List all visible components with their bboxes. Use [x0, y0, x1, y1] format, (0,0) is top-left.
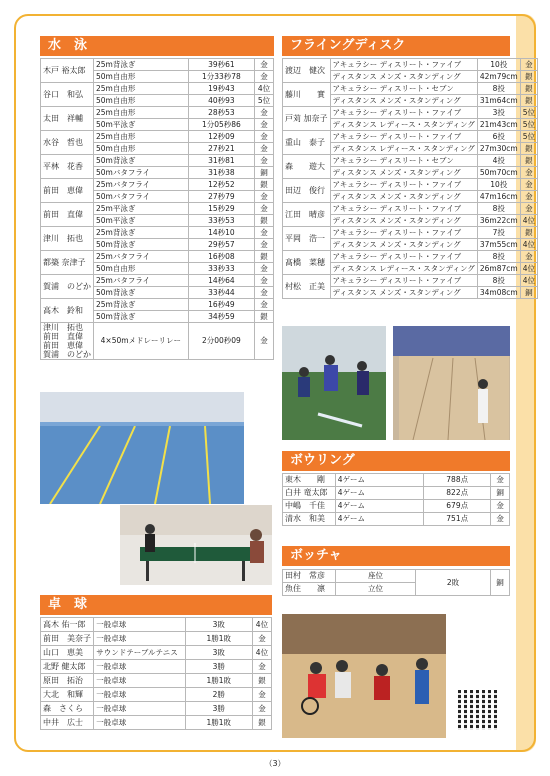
- result-value: 751点: [424, 513, 491, 526]
- athlete-name: 田村 常彦: [283, 570, 336, 583]
- athlete-name: 中嶋 千佳: [283, 500, 336, 513]
- table-row: [283, 487, 510, 500]
- result-value: 31秒81: [188, 155, 254, 167]
- medal-value: 金: [252, 688, 271, 702]
- medal-value: 5位: [255, 95, 274, 107]
- athlete-name: 髙橋 菜穂: [283, 251, 331, 275]
- medal-value: 金: [491, 513, 510, 526]
- event-name: 25m自由形: [94, 131, 189, 143]
- medal-value: 銀: [520, 155, 537, 167]
- table-row: [41, 107, 274, 119]
- result-value: 10投: [477, 59, 520, 71]
- relay-athlete-name: 前田 直偉: [43, 332, 83, 341]
- swimming-table: [40, 58, 274, 360]
- medal-value: 5位: [520, 131, 537, 143]
- medal-value: 金: [255, 275, 274, 287]
- result-value: 29秒57: [188, 239, 254, 251]
- result-value: 31秒38: [188, 167, 254, 179]
- event-name: ディスタンス レディース・スタンディング: [330, 119, 477, 131]
- table-row: [41, 179, 274, 191]
- table-row: [283, 275, 538, 287]
- boccia-heading: ボッチャ: [282, 546, 510, 566]
- event-name: 25m背泳ぎ: [94, 59, 189, 71]
- result-value: 34m08cm: [477, 287, 520, 299]
- flying-disc-photo: [282, 326, 386, 440]
- medal-value: 金: [255, 155, 274, 167]
- event-name: 一般卓球: [94, 632, 185, 646]
- event-name: ディスタンス メンズ・スタンディング: [330, 239, 477, 251]
- result-value: 12秒52: [188, 179, 254, 191]
- medal-value: 4位: [520, 215, 537, 227]
- athlete-name: 前田 恵偉: [41, 179, 94, 203]
- result-value: 3勝: [185, 660, 252, 674]
- athlete-name: 賀浦 のどか: [41, 275, 94, 299]
- event-name: アキュラシー ディスリート・ファイブ: [330, 251, 477, 263]
- medal-value: 4位: [520, 239, 537, 251]
- event-name: 4ゲーム: [335, 474, 423, 487]
- event-name: 50m背泳ぎ: [94, 311, 189, 323]
- result-value: 26m87cm: [477, 263, 520, 275]
- event-name: 一般卓球: [94, 688, 185, 702]
- athlete-name: 中井 広士: [41, 716, 94, 730]
- result-value: 3投: [477, 107, 520, 119]
- result-value: 4投: [477, 155, 520, 167]
- result-value: 788点: [424, 474, 491, 487]
- athlete-name: 渡辺 健次: [283, 59, 331, 83]
- event-name: 50m平泳ぎ: [94, 119, 189, 131]
- event-name: 50m背泳ぎ: [94, 287, 189, 299]
- medal-value: 金: [255, 143, 274, 155]
- result-value: 27m30cm: [477, 143, 520, 155]
- medal-value: 金: [255, 119, 274, 131]
- event-name: 50m自由形: [94, 263, 189, 275]
- table-row: [41, 632, 272, 646]
- event-name: アキュラシー ディスリート・ファイブ: [330, 227, 477, 239]
- bowling-photo-art: [393, 326, 510, 440]
- table-row: [41, 275, 274, 287]
- table-row: [283, 570, 510, 583]
- relay-athlete-name: 賀浦 のどか: [43, 350, 91, 359]
- athlete-name: 平岡 浩一: [283, 227, 331, 251]
- medal-value: 金: [255, 107, 274, 119]
- medal-value: 4位: [252, 646, 271, 660]
- athlete-name: 谷口 和弘: [41, 83, 94, 107]
- event-name: ディスタンス メンズ・スタンディング: [330, 167, 477, 179]
- medal-value: 銀: [252, 716, 271, 730]
- medal-value: 金: [491, 500, 510, 513]
- athlete-name: 魚住 凛: [283, 583, 336, 596]
- medal-value: 金: [255, 299, 274, 311]
- athlete-name: 高木 佑一郎: [41, 618, 94, 632]
- event-name: 座位: [336, 570, 416, 583]
- table-row: [41, 618, 272, 632]
- page-number: （3）: [264, 759, 286, 768]
- bowling-photo: [393, 326, 510, 440]
- result-value: 21m43cm: [477, 119, 520, 131]
- medal-value: 金: [520, 191, 537, 203]
- event-name: 一般卓球: [94, 660, 185, 674]
- medal-value: 金: [255, 191, 274, 203]
- result-value: 8投: [477, 83, 520, 95]
- event-name: ディスタンス メンズ・スタンディング: [330, 215, 477, 227]
- medal-value: 銅: [255, 167, 274, 179]
- table-row: [41, 59, 274, 71]
- table-row: [41, 131, 274, 143]
- medal-value: 銀: [255, 311, 274, 323]
- table-tennis-photo-art: [120, 505, 272, 585]
- result-value: 822点: [424, 487, 491, 500]
- table-row: [41, 227, 274, 239]
- table-row: [41, 83, 274, 95]
- result-value: 33秒44: [188, 287, 254, 299]
- boccia-photo: [282, 614, 446, 738]
- event-name: アキュラシー ディスリート・ファイブ: [330, 59, 477, 71]
- event-name: 50m背泳ぎ: [94, 155, 189, 167]
- swimming-photo: [40, 392, 244, 504]
- result-value: 50m70cm: [477, 167, 520, 179]
- result-value: 34秒59: [188, 311, 254, 323]
- athlete-name: 白井 竜太郎: [283, 487, 336, 500]
- event-name: 一般卓球: [94, 702, 185, 716]
- result-value: 2勝: [185, 688, 252, 702]
- result-value: 19秒43: [188, 83, 254, 95]
- result-value: 7投: [477, 227, 520, 239]
- result-value: 27秒21: [188, 143, 254, 155]
- athlete-name: 平林 花香: [41, 155, 94, 179]
- medal-value: 4位: [520, 275, 537, 287]
- athlete-name: 都築 奈津子: [41, 251, 94, 275]
- event-name: 25mバタフライ: [94, 251, 189, 263]
- result-value: 31m64cm: [477, 95, 520, 107]
- medal-value: 銀: [520, 83, 537, 95]
- relay-medal: 金: [255, 323, 274, 360]
- athlete-name: 重山 泰子: [283, 131, 331, 155]
- table-row: [41, 674, 272, 688]
- athlete-name: 森 さくら: [41, 702, 94, 716]
- athlete-name: 田辺 俊行: [283, 179, 331, 203]
- result-value: 8投: [477, 203, 520, 215]
- medal-value: 金: [520, 167, 537, 179]
- athlete-name: 木戸 裕太郎: [41, 59, 94, 83]
- medal-value: 金: [255, 287, 274, 299]
- result-value: 10投: [477, 179, 520, 191]
- athlete-name: 水谷 哲也: [41, 131, 94, 155]
- event-name: 25m背泳ぎ: [94, 299, 189, 311]
- event-name: ディスタンス メンズ・スタンディング: [330, 287, 477, 299]
- medal-value: 銀: [255, 179, 274, 191]
- event-name: ディスタンス メンズ・スタンディング: [330, 71, 477, 83]
- athlete-name: 津川 拓也: [41, 227, 94, 251]
- table-row: [283, 83, 538, 95]
- table-row: [41, 203, 274, 215]
- relay-athlete-name: 津川 拓也: [43, 323, 83, 332]
- event-name: 25m自由形: [94, 107, 189, 119]
- flying-disc-table: [282, 58, 538, 299]
- medal-value: 4位: [255, 83, 274, 95]
- result-value: 27秒79: [188, 191, 254, 203]
- athlete-name: 太田 祥輔: [41, 107, 94, 131]
- relay-athlete-name: 前田 恵偉: [43, 341, 83, 350]
- event-name: 25mバタフライ: [94, 275, 189, 287]
- athlete-name: 森 遊大: [283, 155, 331, 179]
- table-row: [283, 500, 510, 513]
- event-name: アキュラシー ディスリート・ファイブ: [330, 179, 477, 191]
- table-row: [41, 155, 274, 167]
- medal-value: 金: [255, 239, 274, 251]
- event-name: ディスタンス メンズ・スタンディング: [330, 95, 477, 107]
- event-name: 50m自由形: [94, 71, 189, 83]
- result-value: 2敗: [416, 570, 491, 596]
- table-row: [41, 702, 272, 716]
- medal-value: 銀: [520, 227, 537, 239]
- event-name: 25m平泳ぎ: [94, 203, 189, 215]
- table-row: [41, 646, 272, 660]
- table-tennis-table: [40, 617, 272, 730]
- event-name: 一般卓球: [94, 716, 185, 730]
- table-row: [283, 179, 538, 191]
- event-name: アキュラシー ディスリート・セブン: [330, 83, 477, 95]
- medal-value: 金: [520, 251, 537, 263]
- relay-row: [41, 323, 274, 360]
- result-value: 16秒08: [188, 251, 254, 263]
- result-value: 3勝: [185, 702, 252, 716]
- event-name: 4ゲーム: [335, 500, 423, 513]
- event-name: 50m自由形: [94, 143, 189, 155]
- table-row: [283, 513, 510, 526]
- event-name: 一般卓球: [94, 618, 185, 632]
- medal-value: 銀: [520, 71, 537, 83]
- result-value: 37m55cm: [477, 239, 520, 251]
- event-name: ディスタンス メンズ・スタンディング: [330, 191, 477, 203]
- table-row: [283, 155, 538, 167]
- table-row: [283, 107, 538, 119]
- medal-value: 4位: [520, 263, 537, 275]
- bowling-heading: ボウリング: [282, 451, 510, 471]
- result-value: 3敗: [185, 646, 252, 660]
- event-name: アキュラシー ディスリート・ファイブ: [330, 203, 477, 215]
- result-value: 1勝1敗: [185, 716, 252, 730]
- athlete-name: 前田 美奈子: [41, 632, 94, 646]
- relay-event: 4×50mメドレーリレー: [94, 323, 189, 360]
- medal-value: 金: [255, 131, 274, 143]
- result-value: 14秒64: [188, 275, 254, 287]
- medal-value: 金: [520, 179, 537, 191]
- medal-value: 銅: [491, 570, 510, 596]
- relay-names: [41, 323, 94, 360]
- event-name: アキュラシー ディスリート・ファイブ: [330, 131, 477, 143]
- medal-value: 金: [255, 59, 274, 71]
- athlete-name: 戸苅 加奈子: [283, 107, 331, 131]
- event-name: 50mバタフライ: [94, 191, 189, 203]
- medal-value: 銅: [491, 487, 510, 500]
- table-row: [41, 251, 274, 263]
- result-value: 12秒09: [188, 131, 254, 143]
- bowling-table: [282, 473, 510, 526]
- medal-value: 銀: [520, 143, 537, 155]
- event-name: サウンドテーブルテニス: [94, 646, 185, 660]
- event-name: 50m平泳ぎ: [94, 215, 189, 227]
- swimming-heading: 水 泳: [40, 36, 274, 56]
- athlete-name: 山口 恵美: [41, 646, 94, 660]
- result-value: 1勝1敗: [185, 674, 252, 688]
- result-value: 1勝1敗: [185, 632, 252, 646]
- result-value: 3敗: [185, 618, 252, 632]
- result-value: 47m16cm: [477, 191, 520, 203]
- athlete-name: 東木 剛: [283, 474, 336, 487]
- table-row: [283, 131, 538, 143]
- table-row: [283, 59, 538, 71]
- athlete-name: 原田 拓治: [41, 674, 94, 688]
- result-value: 679点: [424, 500, 491, 513]
- qr-code[interactable]: [458, 690, 498, 730]
- athlete-name: 大北 和輝: [41, 688, 94, 702]
- table-row: [283, 251, 538, 263]
- result-value: 28秒53: [188, 107, 254, 119]
- event-name: アキュラシー ディスリート・ファイブ: [330, 107, 477, 119]
- flying-disc-photo-art: [282, 326, 386, 440]
- result-value: 42m79cm: [477, 71, 520, 83]
- event-name: 一般卓球: [94, 674, 185, 688]
- medal-value: 5位: [520, 107, 537, 119]
- table-row: [283, 474, 510, 487]
- relay-result: 2分00秒09: [188, 323, 254, 360]
- result-value: 14秒10: [188, 227, 254, 239]
- result-value: 40秒93: [188, 95, 254, 107]
- table-row: [41, 660, 272, 674]
- table-row: [283, 227, 538, 239]
- medal-value: 金: [255, 203, 274, 215]
- athlete-name: 藤川 實: [283, 83, 331, 107]
- event-name: 立位: [336, 583, 416, 596]
- medal-value: 4位: [252, 618, 271, 632]
- medal-value: 金: [255, 71, 274, 83]
- result-value: 15秒29: [188, 203, 254, 215]
- result-value: 8投: [477, 275, 520, 287]
- medal-value: 金: [252, 702, 271, 716]
- event-name: 4ゲーム: [335, 487, 423, 500]
- medal-value: 5位: [520, 119, 537, 131]
- table-tennis-heading: 卓 球: [40, 595, 272, 615]
- athlete-name: 江田 晴彦: [283, 203, 331, 227]
- event-name: 50m背泳ぎ: [94, 239, 189, 251]
- result-value: 6投: [477, 131, 520, 143]
- event-name: ディスタンス レディース・スタンディング: [330, 143, 477, 155]
- event-name: アキュラシー ディスリート・セブン: [330, 155, 477, 167]
- medal-value: 銅: [520, 287, 537, 299]
- table-tennis-photo: [120, 505, 272, 585]
- result-value: 36m22cm: [477, 215, 520, 227]
- result-value: 16秒49: [188, 299, 254, 311]
- table-row: [41, 716, 272, 730]
- event-name: 25mバタフライ: [94, 179, 189, 191]
- medal-value: 金: [255, 227, 274, 239]
- boccia-table: [282, 569, 510, 596]
- event-name: 25m自由形: [94, 83, 189, 95]
- medal-value: 銀: [520, 95, 537, 107]
- result-value: 8投: [477, 251, 520, 263]
- medal-value: 金: [255, 263, 274, 275]
- table-row: [41, 299, 274, 311]
- event-name: 50mバタフライ: [94, 167, 189, 179]
- result-value: 33秒33: [188, 263, 254, 275]
- medal-value: 金: [520, 59, 537, 71]
- athlete-name: 高木 鈴和: [41, 299, 94, 323]
- event-name: 25m背泳ぎ: [94, 227, 189, 239]
- boccia-photo-art: [282, 614, 446, 738]
- event-name: 4ゲーム: [335, 513, 423, 526]
- result-value: 1分33秒78: [188, 71, 254, 83]
- medal-value: 金: [252, 660, 271, 674]
- result-value: 33秒53: [188, 215, 254, 227]
- medal-value: 金: [520, 203, 537, 215]
- result-value: 1分05秒86: [188, 119, 254, 131]
- medal-value: 金: [252, 632, 271, 646]
- medal-value: 銀: [255, 215, 274, 227]
- medal-value: 金: [491, 474, 510, 487]
- event-name: アキュラシー ディスリート・ファイブ: [330, 275, 477, 287]
- athlete-name: 前田 直偉: [41, 203, 94, 227]
- medal-value: 銀: [255, 251, 274, 263]
- medal-value: 銀: [252, 674, 271, 688]
- table-row: [41, 688, 272, 702]
- event-name: ディスタンス レディース・スタンディング: [330, 263, 477, 275]
- swimming-photo-art: [40, 392, 244, 504]
- athlete-name: 北野 健太郎: [41, 660, 94, 674]
- athlete-name: 清水 和美: [283, 513, 336, 526]
- flying-disc-heading: フライングディスク: [282, 36, 510, 56]
- event-name: 50m自由形: [94, 95, 189, 107]
- athlete-name: 村松 正美: [283, 275, 331, 299]
- result-value: 39秒61: [188, 59, 254, 71]
- table-row: [283, 203, 538, 215]
